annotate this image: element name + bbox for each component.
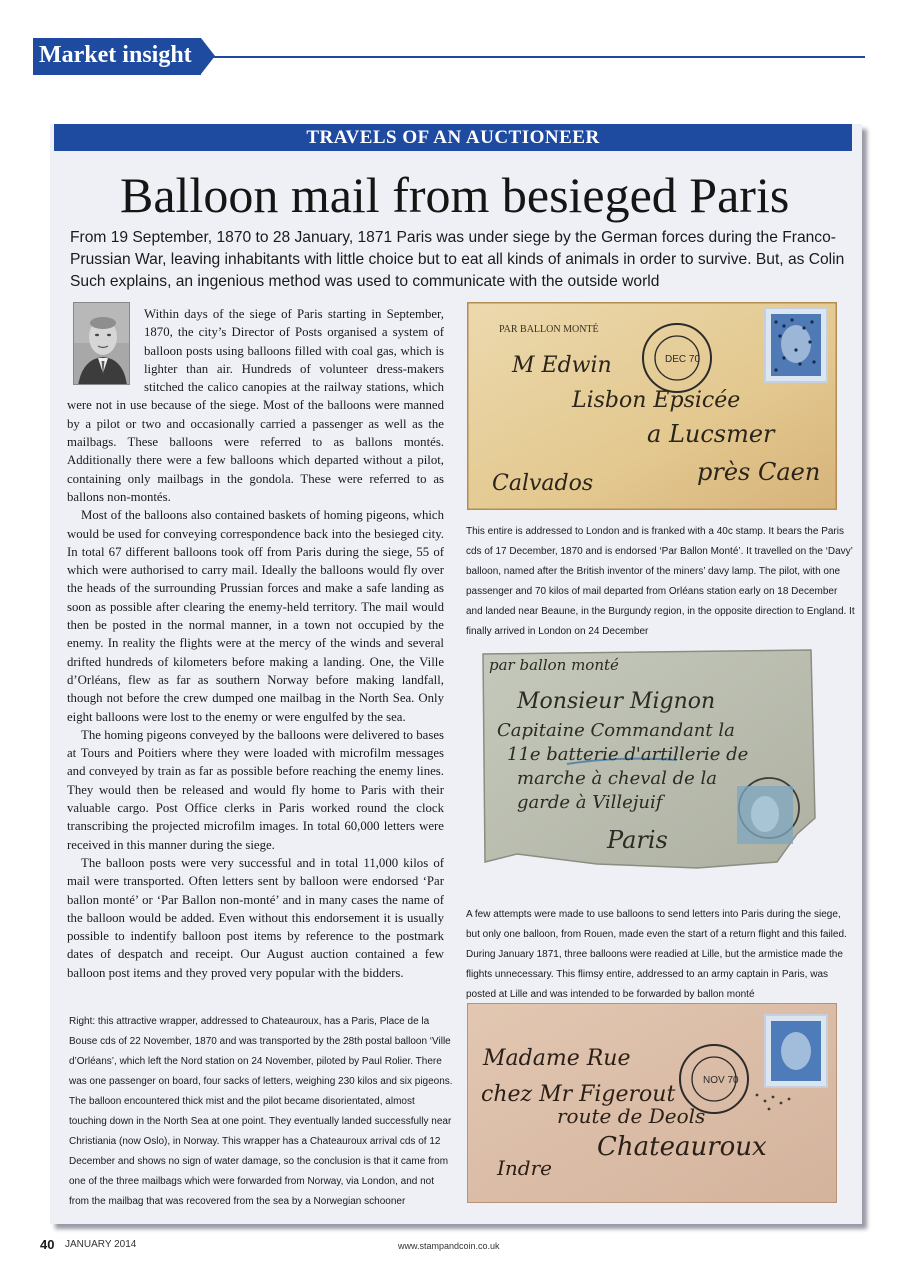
envelope-1-handwriting: Calvados: [492, 471, 594, 496]
envelope-1-handwriting: a Lucsmer: [647, 420, 775, 448]
photo-wrap-space: [67, 305, 144, 394]
envelope-3-handwriting: Madame Rue: [483, 1046, 631, 1071]
article-kicker: TRAVELS OF AN AUCTIONEER: [54, 124, 852, 151]
envelope-2-handwriting: Monsieur Mignon: [517, 689, 716, 714]
envelope-2-handwriting: Paris: [607, 826, 668, 854]
envelope-3: [467, 1003, 837, 1203]
body-paragraph: Within days of the siege of Paris starting in September, 1870, the city’s Director of Posts organised a system of balloon posts using balloons filled with coal gas, which is lighter than air. Hundreds of volunteer dress-makers stitched the calico canopies at the railway stations, which were not in use because of the siege. Most of the balloons were manned by a pilot or two and occasionally carried a passenger as well as the mailbags. These balloons were referred to as ballons montés. Additionally there were a few balloons which departed without a pilot, containing only mailbags in the gondola. These were referred to as ballons non-montés.: [67, 307, 444, 504]
envelope-2-handwriting: Capitaine Commandant la: [497, 720, 735, 741]
envelope-3-handwriting: chez Mr Figerout: [481, 1082, 676, 1107]
image-caption: This entire is addressed to London and is franked with a 40c stamp. It bears the Paris cds of 17 December, 1870 and is endorsed ‘Par Ballon Monté’. It travelled on the ‘Davy’ balloon, named after the British inventor of the miners’ davy lamp. The pilot, with one passenger and 70 kilos of mail departed from Orléans station early on 18 December and landed near Beaune, in the Burgundy region, in the opposite direction to England. It finally arrived in London on 24 December: [466, 526, 855, 637]
article-headline: Balloon mail from besieged Paris: [120, 167, 790, 223]
stamp-ceres-blue-icon: [765, 1015, 827, 1087]
stamp-ceres-blue-icon: [737, 786, 793, 844]
page-number: 40: [40, 1237, 55, 1252]
website-url: www.stampandcoin.co.uk: [398, 1241, 500, 1251]
envelope-2: [477, 648, 817, 870]
section-tag: [33, 38, 213, 75]
envelope-3-handwriting: Chateauroux: [597, 1132, 767, 1162]
svg-text:DEC 70: DEC 70: [665, 354, 701, 365]
section-tag-label: Market insight: [39, 42, 192, 68]
envelope-1-handwriting: près Caen: [697, 458, 821, 486]
cover-image-mignon-entire: [477, 648, 817, 870]
envelope-3-handwriting: route de Deols: [557, 1104, 706, 1128]
article-standfirst: From 19 September, 1870 to 28 January, 1871 Paris was under siege by the German forces during the Franco-Prussian War, leaving inhabitants with little choice but to eat all kinds of animals in order to survive. But, as Colin Such explains, an ingenious method was used to communicate with the outside world: [70, 229, 845, 290]
body-paragraph: The balloon posts were very successful and in total 11,000 kilos of mail were transported. Often letters sent by balloon were endorsed ‘Par ballon monté’ or ‘Par Ballon non-monté’ and in many cases the name of the balloon would be added. Even without this endorsement it is usually possible to indentify balloon post items by reference to the postmark dates of despatch and receipt. Our August auction contained a few balloon post items and they proved very popular with the bidders.: [67, 855, 444, 980]
image-caption: Right: this attractive wrapper, addressed to Chateauroux, has a Paris, Place de la Bouse cds of 22 November, 1870 and was transported by the 28th postal balloon ‘Ville d’Orléans’, which left the Nord station on 24 November, piloted by Paul Rolier. There was one passenger on board, four sacks of letters, weighing 230 kilos and six pigeons. The balloon encountered thick mist and the pilot became disorientated, almost touching down in the North Sea at one point. They eventually landed successfully near Christiania (now Oslo), in Norway. This wrapper has a Chateauroux arrival cds of 12 December and shows no sign of water damage, so the conclusion is that it came from one of the three mailbags which were forwarded from Norway, via London, and not from the mailbag that was recovered from the sea by a Norwegian schooner: [69, 1016, 453, 1207]
envelope-2-handwriting: 11e batterie d'artillerie de: [507, 744, 749, 765]
envelope-2-handwriting: par ballon monté: [489, 656, 619, 674]
article-body: [67, 305, 444, 982]
envelope-1: [467, 302, 837, 510]
envelope-1-handwriting: M Edwin: [512, 353, 612, 378]
stamp-ceres-blue-icon: [765, 308, 827, 382]
body-paragraph: The homing pigeons conveyed by the balloons were delivered to bases at Tours and Poitiers where they were loaded with microfilm messages and conveyed by train as far as possible before reaching the enemy lines. They would then be released and would fly home to Paris with their valuable cargo. Post Office clerks in Paris worked round the clock transcribing the projected microfilm images. In total 60,000 letters were received in this manner during the siege.: [67, 727, 444, 852]
envelope-1-handwriting: Lisbon Epsicée: [572, 388, 741, 413]
image-caption: A few attempts were made to use balloons to send letters into Paris during the siege, but only one balloon, from Rouen, made even the start of a return flight and this failed. During January 1871, three balloons were readied at Lille, but the armistice made the flights unnecessary. This flimsy entire, addressed to an army captain in Paris, was posted at Lille and was intended to be forwarded by ballon monté: [466, 909, 847, 1000]
envelope-1-printed: PAR BALLON MONTÉ: [499, 324, 599, 335]
issue-date: JANUARY 2014: [65, 1239, 137, 1250]
header-rule: [210, 56, 865, 58]
cover-image-par-ballon-monte: [467, 302, 837, 510]
envelope-3-handwriting: Indre: [497, 1156, 552, 1180]
envelope-2-handwriting: marche à cheval de la: [517, 768, 717, 789]
cover-image-chateauroux-wrapper: [467, 1003, 837, 1203]
envelope-2-handwriting: garde à Villejuif: [517, 792, 663, 813]
svg-text:NOV 70: NOV 70: [703, 1075, 739, 1086]
body-paragraph: Most of the balloons also contained baskets of homing pigeons, which would be used for conveying correspondence back into the besieged city. In total 67 different balloons took off from Paris during the siege, 55 of which were authorised to carry mail. Ideally the balloons would fly over the heads of the surrounding Prussian forces and make a safe landing as soon as possible after clearing the enemy-held territory. The mail would then be posted in the normal manner, in a town not occupied by the enemy. In reality the flights were at the mercy of the winds and several drifted hundreds of kilometers before making a landing. One, the Ville d’Orléans, flew as far as southern Norway before making landfall, though not before the crew dumped one mailbag in the North Sea. Only eight balloons were lost to the enemy or were engulfed by the sea.: [67, 508, 444, 724]
